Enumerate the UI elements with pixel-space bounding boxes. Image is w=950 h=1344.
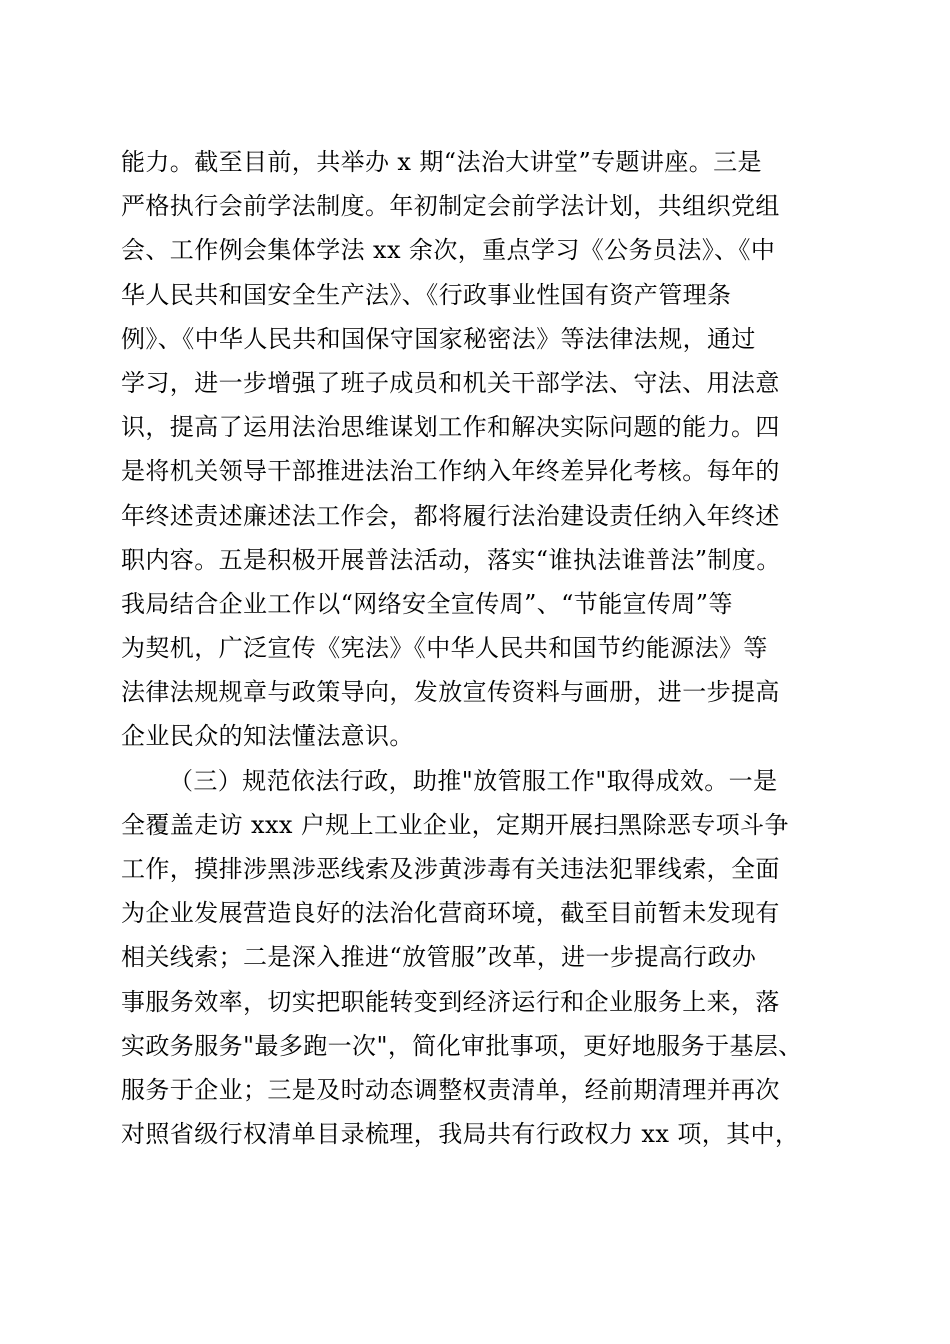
text-line: 学习，进一步增强了班子成员和机关干部学法、守法、用法意 bbox=[121, 368, 780, 397]
text-line: 全覆盖走访 xxx 户规上工业企业，定期开展扫黑除恶专项斗争 bbox=[121, 810, 789, 839]
text-line: 法律法规规章与政策导向，发放宣传资料与画册，进一步提高 bbox=[121, 678, 780, 707]
text-line: 工作，摸排涉黑涉恶线索及涉黄涉毒有关违法犯罪线索，全面 bbox=[121, 855, 780, 883]
text-line: 会、工作例会集体学法 xx 余次，重点学习《公务员法》、《中 bbox=[121, 236, 776, 265]
text-line: 能力。截至目前，共举办 x 期“法治大讲堂”专题讲座。三是 bbox=[121, 148, 762, 176]
text-line: 我局结合企业工作以“网络安全宣传周”、“节能宣传周”等 bbox=[121, 589, 733, 618]
body-text bbox=[121, 140, 833, 1156]
text-line: 为契机，广泛宣传《宪法》《中华人民共和国节约能源法》等 bbox=[121, 634, 768, 663]
section-heading-line: （三）规范依法行政，助推"放管服工作"取得成效。一是 bbox=[169, 766, 778, 795]
text-line: 华人民共和国安全生产法》、《行政事业性国有资产管理条 bbox=[121, 280, 732, 309]
text-line: 服务于企业；三是及时动态调整权责清单，经前期清理并再次 bbox=[121, 1075, 780, 1104]
text-line: 年终述责述廉述法工作会，都将履行法治建设责任纳入年终述 bbox=[121, 501, 780, 530]
text-line: 是将机关领导干部推进法治工作纳入年终差异化考核。每年的 bbox=[121, 457, 780, 486]
text-line: 识，提高了运用法治思维谋划工作和解决实际问题的能力。四 bbox=[121, 413, 780, 442]
text-line: 企业民众的知法懂法意识。 bbox=[121, 722, 414, 751]
text-line: 职内容。五是积极开展普法活动，落实“谁执法谁普法”制度。 bbox=[121, 545, 781, 574]
text-line: 对照省级行权清单目录梳理，我局共有行政权力 xx 项，其中， bbox=[121, 1120, 800, 1149]
text-line: 事服务效率，切实把职能转变到经济运行和企业服务上来，落 bbox=[121, 987, 780, 1016]
text-line: 为企业发展营造良好的法治化营商环境，截至目前暂未发现有 bbox=[121, 899, 780, 928]
text-line: 相关线索；二是深入推进“放管服”改革，进一步提高行政办 bbox=[121, 943, 757, 972]
text-line: 例》、《中华人民共和国保守国家秘密法》等法律法规，通过 bbox=[121, 324, 756, 353]
text-line: 实政务服务"最多跑一次"，简化审批事项，更好地服务于基层、 bbox=[121, 1031, 803, 1060]
text-line: 严格执行会前学法制度。年初制定会前学法计划，共组织党组 bbox=[121, 192, 780, 221]
